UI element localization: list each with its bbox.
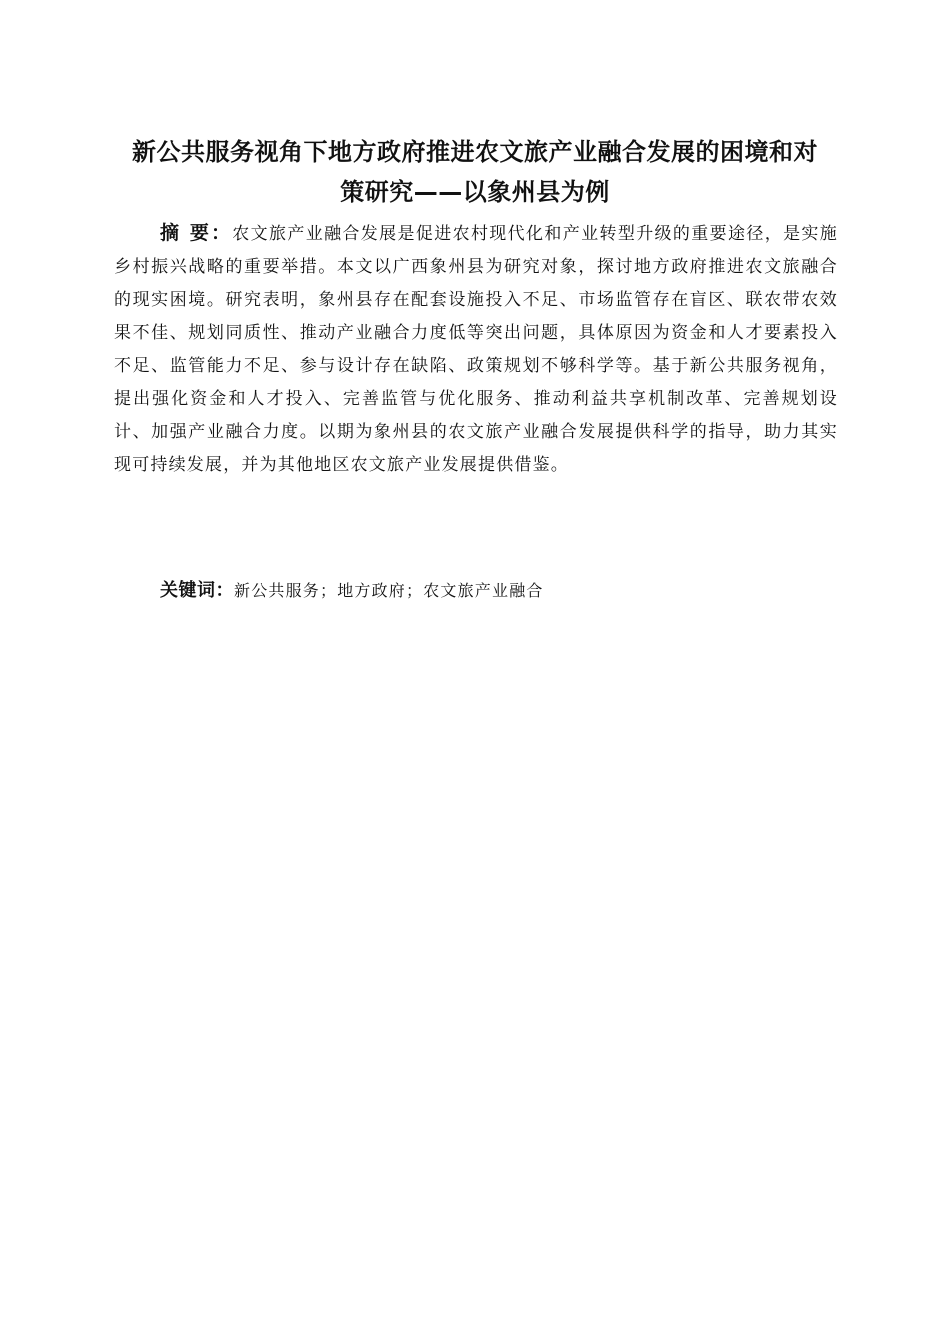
keywords-label: 关键词：: [160, 580, 234, 601]
abstract-paragraph: [114, 217, 838, 482]
document-title: [110, 132, 840, 212]
title-line-2: 策研究——以象州县为例: [340, 178, 610, 207]
abstract-text: 农文旅产业融合发展是促进农村现代化和产业转型升级的重要途径，是实施乡村振兴战略的重要举措。本文以广西象州县为研究对象，探讨地方政府推进农文旅融合的现实困境。研究表明，象州县存在配套设施投入不足、市场监管存在盲区、联农带农效果不佳、规划同质性、推动产业融合力度低等突出问题，具体原因为资金和人才要素投入不足、监管能力不足、参与设计存在缺陷、政策规划不够科学等。基于新公共服务视角，提出强化资金和人才投入、完善监管与优化服务、推动利益共享机制改革、完善规划设计、加强产业融合力度。以期为象州县的农文旅产业融合发展提供科学的指导，助力其实现可持续发展，并为其他地区农文旅产业发展提供借鉴。: [114, 224, 838, 475]
abstract-label: 摘 要：: [160, 222, 233, 244]
keywords-line: [160, 576, 840, 606]
title-line-1: 新公共服务视角下地方政府推进农文旅产业融合发展的困境和对: [132, 138, 818, 167]
keywords-text: 新公共服务；地方政府；农文旅产业融合: [234, 581, 544, 600]
